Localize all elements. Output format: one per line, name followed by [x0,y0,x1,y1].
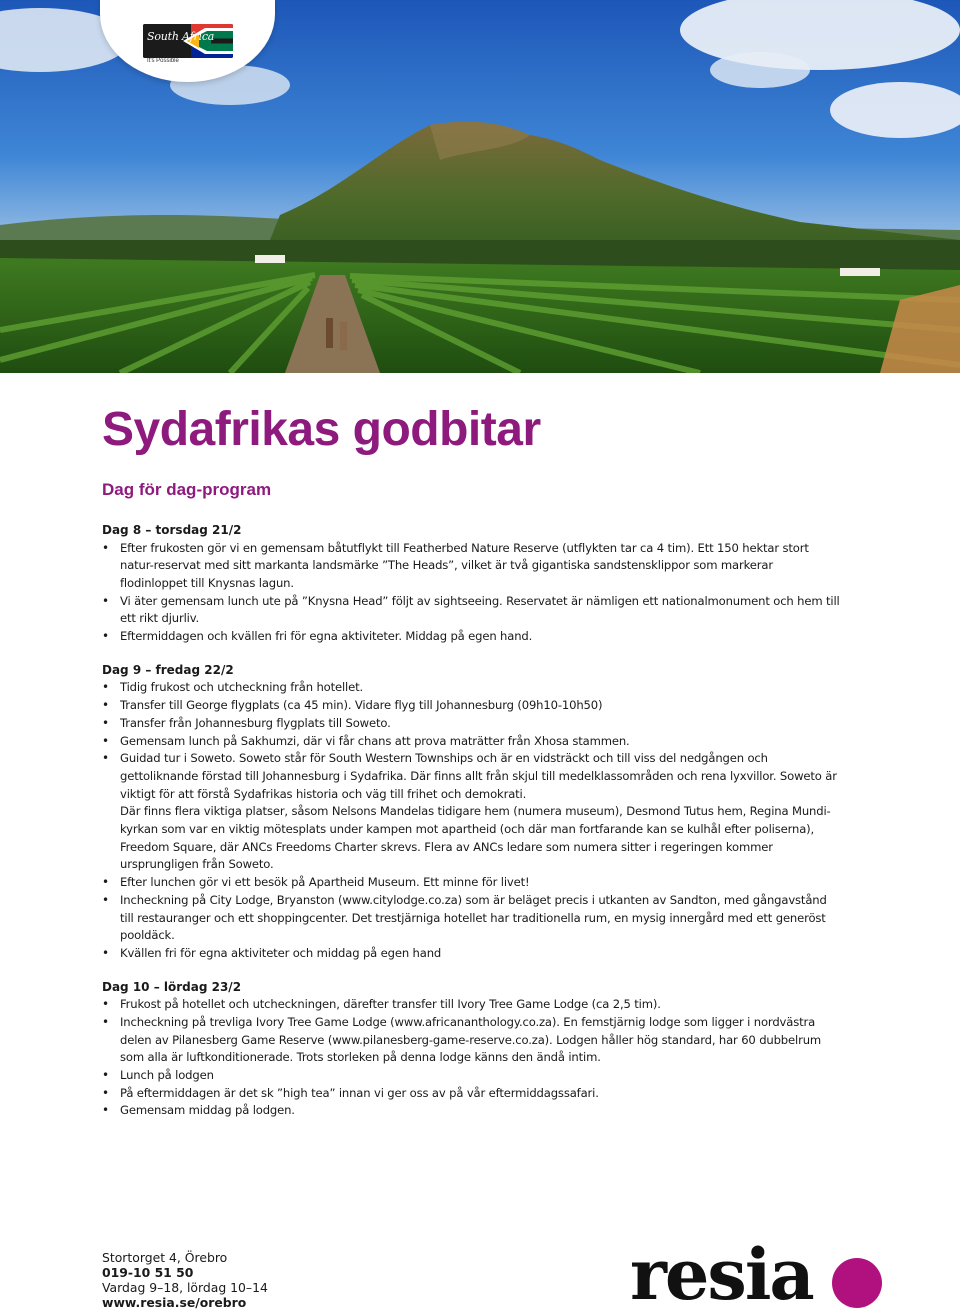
list-item: • På eftermiddagen är det sk ”high tea” innan vi ger oss av på vår eftermiddagssafari. [102,1085,842,1103]
day-item-list [102,540,842,646]
list-item: • Transfer till George flygplats (ca 45 min). Vidare flyg till Johannesburg (09h10-10h50) [102,697,842,715]
day-item-list [102,679,842,962]
phone-number: 019-10 51 50 [102,1265,194,1280]
day-section [102,979,842,1121]
itinerary-content [102,400,842,1136]
list-item: • Guidad tur i Soweto. Soweto står för South Western Townships och är en vidsträckt och till viss del nedgången och gettoliknande förstad till Johannesburg i Sydafrika. Där finns allt från skjul till medelklassområden och rena lyxvillor. Soweto är viktigt för att förstå Sydafrikas historia och väg till frihet och demokrati. [102,750,842,803]
day-section [102,662,842,963]
day-item-list [102,996,842,1120]
list-item: • Kvällen fri för egna aktiviteter och middag på egen hand [102,945,842,963]
opening-hours: Vardag 9–18, lördag 10–14 [102,1280,268,1295]
resia-wordmark: resia [630,1233,813,1313]
list-item: • Lunch på lodgen [102,1067,842,1085]
day-section [102,522,842,646]
resia-logo [630,1233,890,1313]
list-item: • Gemensam middag på lodgen. [102,1102,842,1120]
logo-wordmark: South Africa [147,30,215,43]
website-link[interactable]: www.resia.se/orebro [102,1295,247,1310]
list-item: • Incheckning på trevliga Ivory Tree Game Lodge (www.africananthology.co.za). En femstjärnig lodge som ligger i nordvästra delen av Pilanesberg Game Reserve (www.pilanesberg-game-reserve.co.za). Lodgen håller hög standard, har 60 dubbelrum som alla är luftkonditionerade. Trots storleken på denna lodge känns den ändå intim. [102,1014,842,1067]
resia-dot-icon [832,1258,882,1308]
day-title: Dag 8 – torsdag 21/2 [102,523,242,537]
list-item: • Gemensam lunch på Sakhumzi, där vi får chans att prova maträtter från Xhosa stammen. [102,733,842,751]
list-item: • Frukost på hotellet och utcheckningen, därefter transfer till Ivory Tree Game Lodge (ca 2,5 tim). [102,996,842,1014]
list-item: • Efter lunchen gör vi ett besök på Apartheid Museum. Ett minne för livet! [102,874,842,892]
south-africa-flag-icon [143,24,233,58]
list-item: • Vi äter gemensam lunch ute på ”Knysna Head” följt av sightseeing. Reservatet är nämligen ett nationalmonument och hem till ett rikt djurliv. [102,593,842,628]
list-item: Där finns flera viktiga platser, såsom Nelsons Mandelas tidigare hem (numera museum), Desmond Tutus hem, Regina Mundi-kyrkan som var en viktig mötesplats under kampen mot apartheid (och där man fortfarande kan se kulhål efter poliserna), Freedom Square, där ANCs Freedoms Charter skrevs. Flera av ANCs ledare som numera sitter i regeringen kommer ursprungligen från Soweto. [120,804,831,872]
hero-image [0,0,960,373]
page-title: Sydafrikas godbitar [102,403,541,456]
page-subtitle: Dag för dag-program [102,480,272,499]
list-item: • Efter frukosten gör vi en gemensam båtutflykt till Featherbed Nature Reserve (utflykten tar ca 4 tim). Ett 150 hektar stort natur-reservat med sitt markanta landsmärke ”The Heads”, vilket är två gigantiska sandstensklippor som markerar flodinloppet till Knysnas lagun. [102,540,842,593]
list-item: • Tidig frukost och utcheckning från hotellet. [102,679,842,697]
day-title: Dag 10 – lördag 23/2 [102,979,242,994]
list-item: • Eftermiddagen och kvällen fri för egna aktiviteter. Middag på egen hand. [102,628,842,646]
day-title: Dag 9 – fredag 22/2 [102,662,234,677]
list-item: • Transfer från Johannesburg flygplats till Soweto. [102,715,842,733]
list-item: • Incheckning på City Lodge, Bryanston (www.citylodge.co.za) som är beläget precis i utkanten av Sandton, med gångavstånd till restauranger och ett shoppingcenter. Det trestjärniga hotellet har traditionella rum, en mysig innergård med ett generöst pooldäck. [102,892,842,945]
logo-tagline: It's Possible [147,58,179,64]
day-list [102,522,842,1120]
contact-info [102,1250,402,1310]
address-text: Stortorget 4, Örebro [102,1250,228,1265]
